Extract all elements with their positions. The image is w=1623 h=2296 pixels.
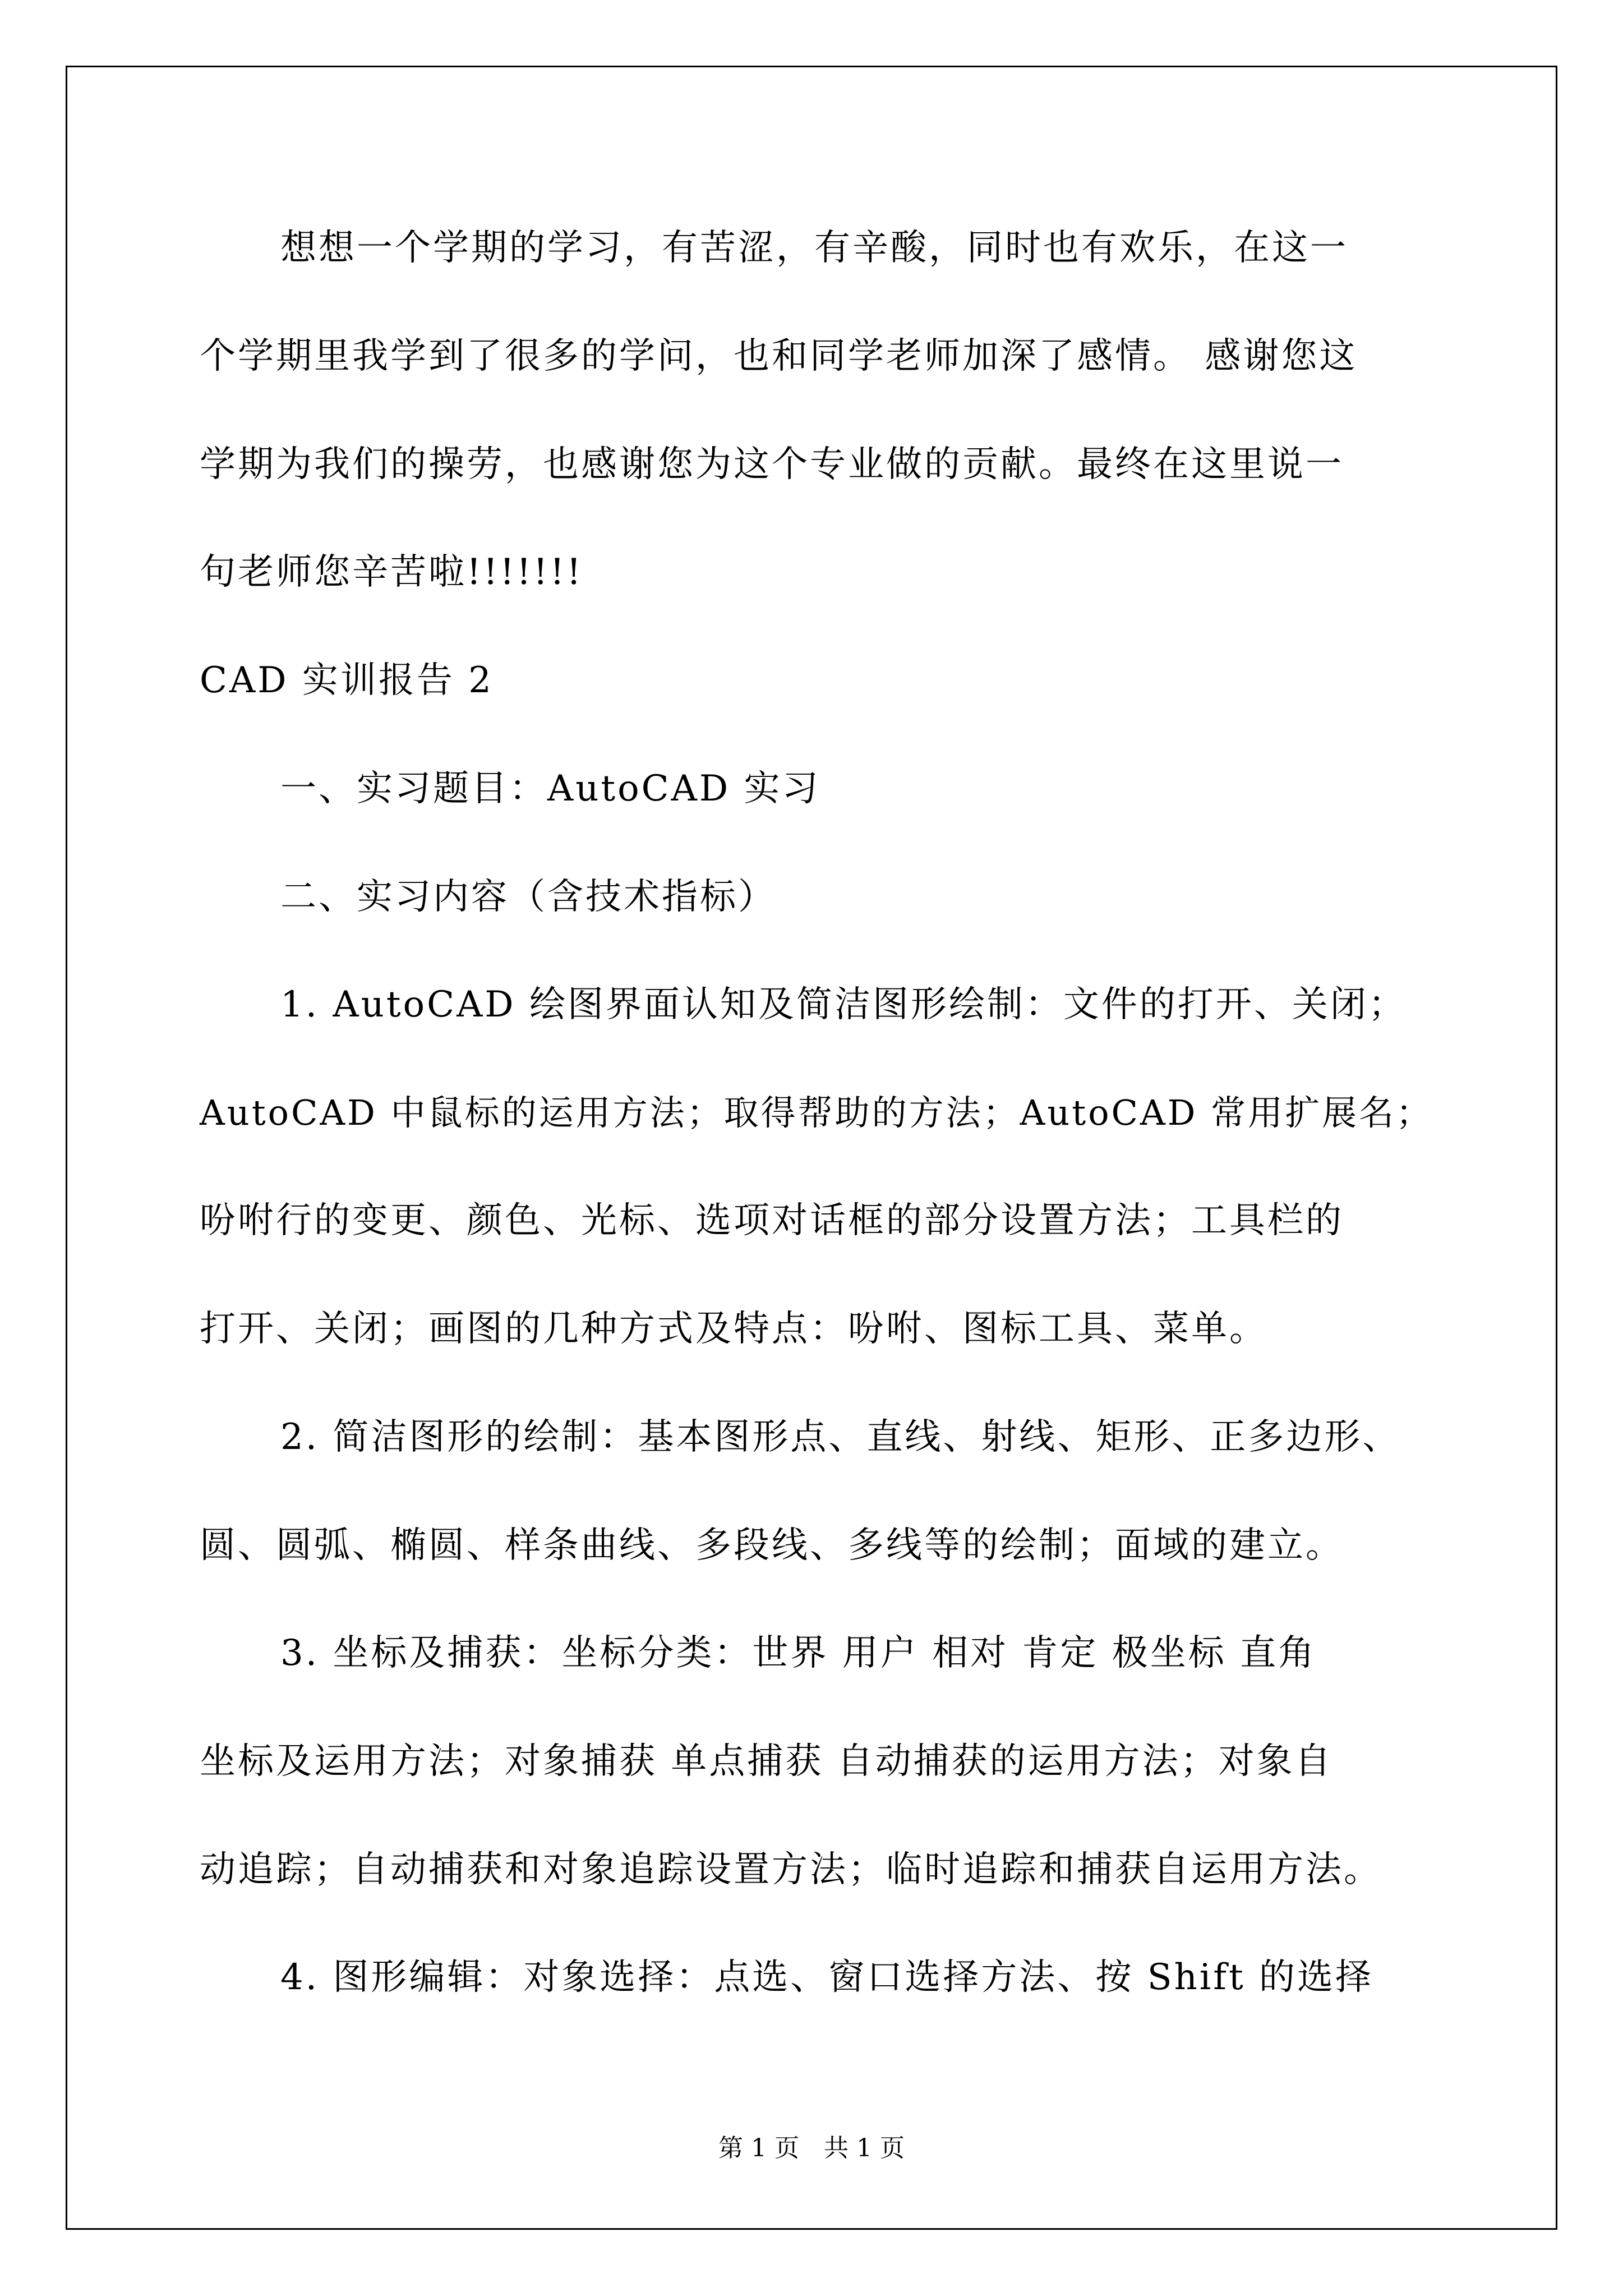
paragraph-line: 句老师您辛苦啦!!!!!!! <box>200 551 584 593</box>
paragraph-line: 坐标及运用方法；对象捕获 单点捕获 自动捕获的运用方法；对象自 <box>200 1741 1333 1782</box>
paragraph-line: 二、实习内容（含技术指标） <box>280 876 776 918</box>
paragraph-line: AutoCAD 中鼠标的运用方法；取得帮助的方法；AutoCAD 常用扩展名； <box>200 1092 1433 1133</box>
paragraph-line: 4. 图形编辑：对象选择：点选、窗口选择方法、按 Shift 的选择 <box>280 1957 1374 1998</box>
page-footer: 第 1 页 共 1 页 <box>718 2134 905 2162</box>
paragraph-line: 1. AutoCAD 绘图界面认知及简洁图形绘制：文件的打开、关闭； <box>280 984 1407 1025</box>
paragraph-line: 一、实习题目：AutoCAD 实习 <box>280 768 820 809</box>
page-border <box>66 66 1557 2230</box>
paragraph-line: 学期为我们的操劳，也感谢您为这个专业做的贡献。最终在这里说一 <box>200 444 1344 485</box>
paragraph-line: 动追踪；自动捕获和对象追踪设置方法；临时追踪和捕获自运用方法。 <box>200 1849 1382 1890</box>
paragraph-line: 打开、关闭；画图的几种方式及特点：吩咐、图标工具、菜单。 <box>200 1308 1267 1350</box>
paragraph-line: 想想一个学期的学习，有苦涩，有辛酸，同时也有欢乐，在这一 <box>280 227 1348 269</box>
paragraph-line: 吩咐行的变更、颜色、光标、选项对话框的部分设置方法；工具栏的 <box>200 1200 1344 1241</box>
paragraph-line: 个学期里我学到了很多的学问，也和同学老师加深了感情。 感谢您这 <box>200 335 1358 377</box>
paragraph-line: 3. 坐标及捕获：坐标分类：世界 用户 相对 肯定 极坐标 直角 <box>280 1632 1317 1674</box>
paragraph-line: 圆、圆弧、椭圆、样条曲线、多段线、多线等的绘制；面域的建立。 <box>200 1525 1344 1566</box>
section-heading: CAD 实训报告 2 <box>200 660 494 701</box>
paragraph-line: 2. 简洁图形的绘制：基本图形点、直线、射线、矩形、正多边形、 <box>280 1416 1401 1458</box>
